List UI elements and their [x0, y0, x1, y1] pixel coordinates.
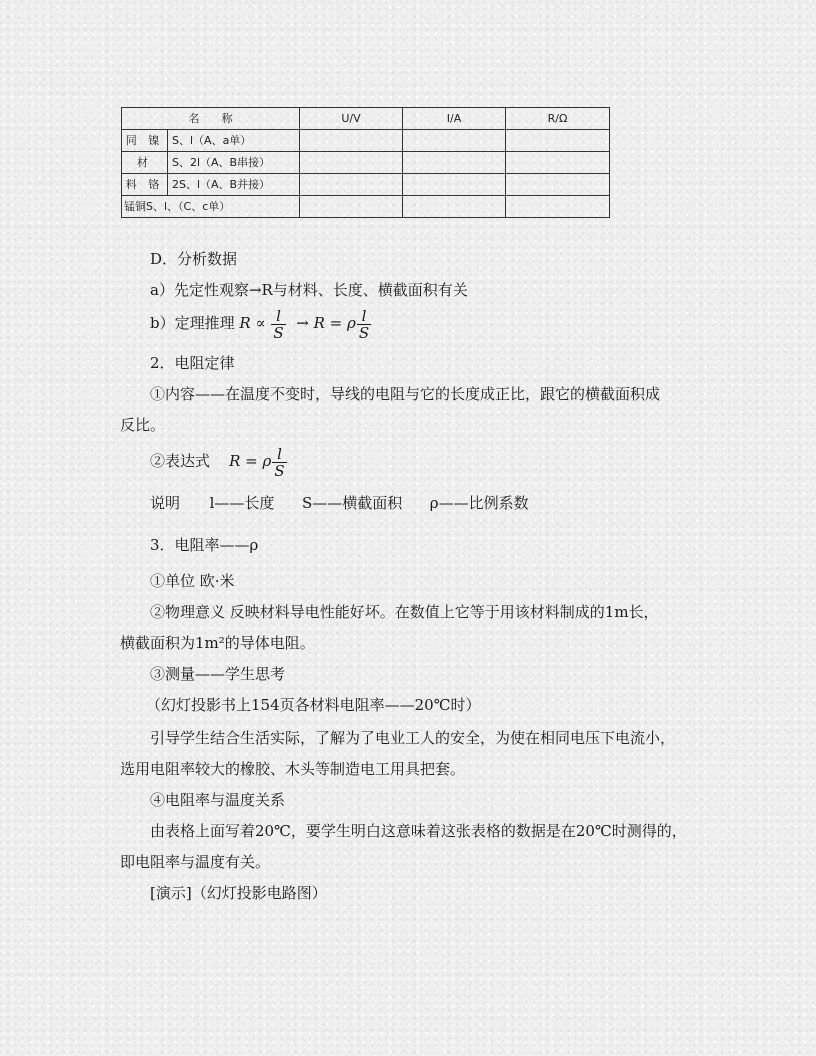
data-cell — [300, 130, 403, 152]
spec-cell: S、l（A、a单） — [168, 130, 300, 152]
explanation-label: 说明 — [150, 494, 181, 512]
fraction-numerator: l — [272, 446, 286, 463]
guide-line2: 选用电阻率较大的橡胶、木头等制造电工用具把套。 — [120, 760, 466, 778]
fraction-numerator: l — [271, 308, 285, 325]
formula-symbol: ∝ — [255, 314, 266, 332]
data-cell — [300, 196, 403, 218]
data-cell — [506, 152, 610, 174]
table-note-line2: 即电阻率与温度有关。 — [120, 853, 271, 871]
fraction-denominator: S — [274, 461, 285, 480]
data-cell — [403, 130, 506, 152]
table-row — [122, 196, 610, 218]
data-cell — [506, 174, 610, 196]
formula-symbol: R — [313, 314, 325, 332]
material-label: 同 镍 — [122, 130, 168, 152]
header-name: 名 称 — [122, 108, 300, 130]
expression-line — [150, 444, 288, 479]
data-cell — [506, 196, 610, 218]
fraction — [271, 308, 285, 341]
explanation-length: l——长度 — [209, 494, 275, 512]
spec-cell: S、2l（A、B串接） — [168, 152, 300, 174]
demo-line: [演示]（幻灯投影电路图） — [150, 884, 327, 902]
data-cell — [403, 196, 506, 218]
table-row — [122, 130, 610, 152]
section-d-title: D．分析数据 — [150, 250, 238, 268]
table-note-line1: 由表格上面写着20℃，要学生明白这意味着这张表格的数据是在20℃时测得的， — [150, 822, 687, 840]
fraction-numerator: l — [357, 308, 371, 325]
fraction-denominator: S — [273, 323, 284, 342]
unit-line: ①单位 欧·米 — [150, 572, 235, 590]
formula-symbol: → — [296, 314, 309, 332]
guide-line1: 引导学生结合生活实际，了解为了电业工人的安全，为使在相同电压下电流小， — [150, 729, 676, 747]
theorem-inference — [150, 306, 372, 341]
data-cell — [506, 130, 610, 152]
table-row — [122, 174, 610, 196]
formula-symbol: = — [329, 314, 343, 332]
table-row — [122, 152, 610, 174]
meaning-line2: 横截面积为1m²的导体电阻。 — [120, 634, 315, 652]
formula-symbol: R — [239, 314, 251, 332]
meaning-line1: ②物理意义 反映材料导电性能好坏。在数值上它等于用该材料制成的1m长， — [150, 603, 659, 621]
theorem-label: b）定理推理 — [150, 314, 235, 332]
data-cell — [300, 152, 403, 174]
data-cell — [403, 152, 506, 174]
fraction-denominator: S — [358, 323, 370, 342]
slide-line: （幻灯投影书上154页各材料电阻率——20℃时） — [146, 696, 481, 714]
data-cell — [403, 174, 506, 196]
temperature-line: ④电阻率与温度关系 — [150, 791, 286, 809]
formula-symbol: ρ — [262, 452, 272, 470]
law-content-line2: 反比。 — [120, 416, 166, 434]
experiment-data-table — [121, 107, 610, 218]
data-cell — [300, 174, 403, 196]
header-resistance: R/Ω — [506, 108, 610, 130]
formula-symbol: R — [229, 452, 241, 470]
material-label: 料 铬 — [122, 174, 168, 196]
expression-label: ②表达式 — [150, 452, 211, 470]
fraction — [272, 446, 286, 479]
explanation-area: S——横截面积 — [301, 494, 403, 512]
spec-cell: 锰铜S、l、（C、c单） — [122, 196, 300, 218]
qualitative-observation: a）先定性观察→R与材料、长度、横截面积有关 — [150, 281, 468, 299]
table-header-row — [122, 108, 610, 130]
formula-symbol: ρ — [347, 314, 356, 332]
formula-symbol: = — [245, 452, 258, 470]
header-voltage: U/V — [300, 108, 403, 130]
material-label: 材 — [122, 152, 168, 174]
header-current: I/A — [403, 108, 506, 130]
resistance-law-title: 2．电阻定律 — [150, 354, 235, 372]
fraction — [357, 308, 371, 341]
resistivity-title: 3．电阻率——ρ — [150, 536, 259, 554]
measurement-line: ③测量——学生思考 — [150, 665, 286, 683]
explanation-line — [150, 493, 529, 513]
explanation-rho: ρ——比例系数 — [429, 494, 529, 512]
law-content-line1: ①内容——在温度不变时，导线的电阻与它的长度成正比，跟它的横截面积成 — [150, 385, 661, 403]
spec-cell: 2S、l（A、B并接） — [168, 174, 300, 196]
